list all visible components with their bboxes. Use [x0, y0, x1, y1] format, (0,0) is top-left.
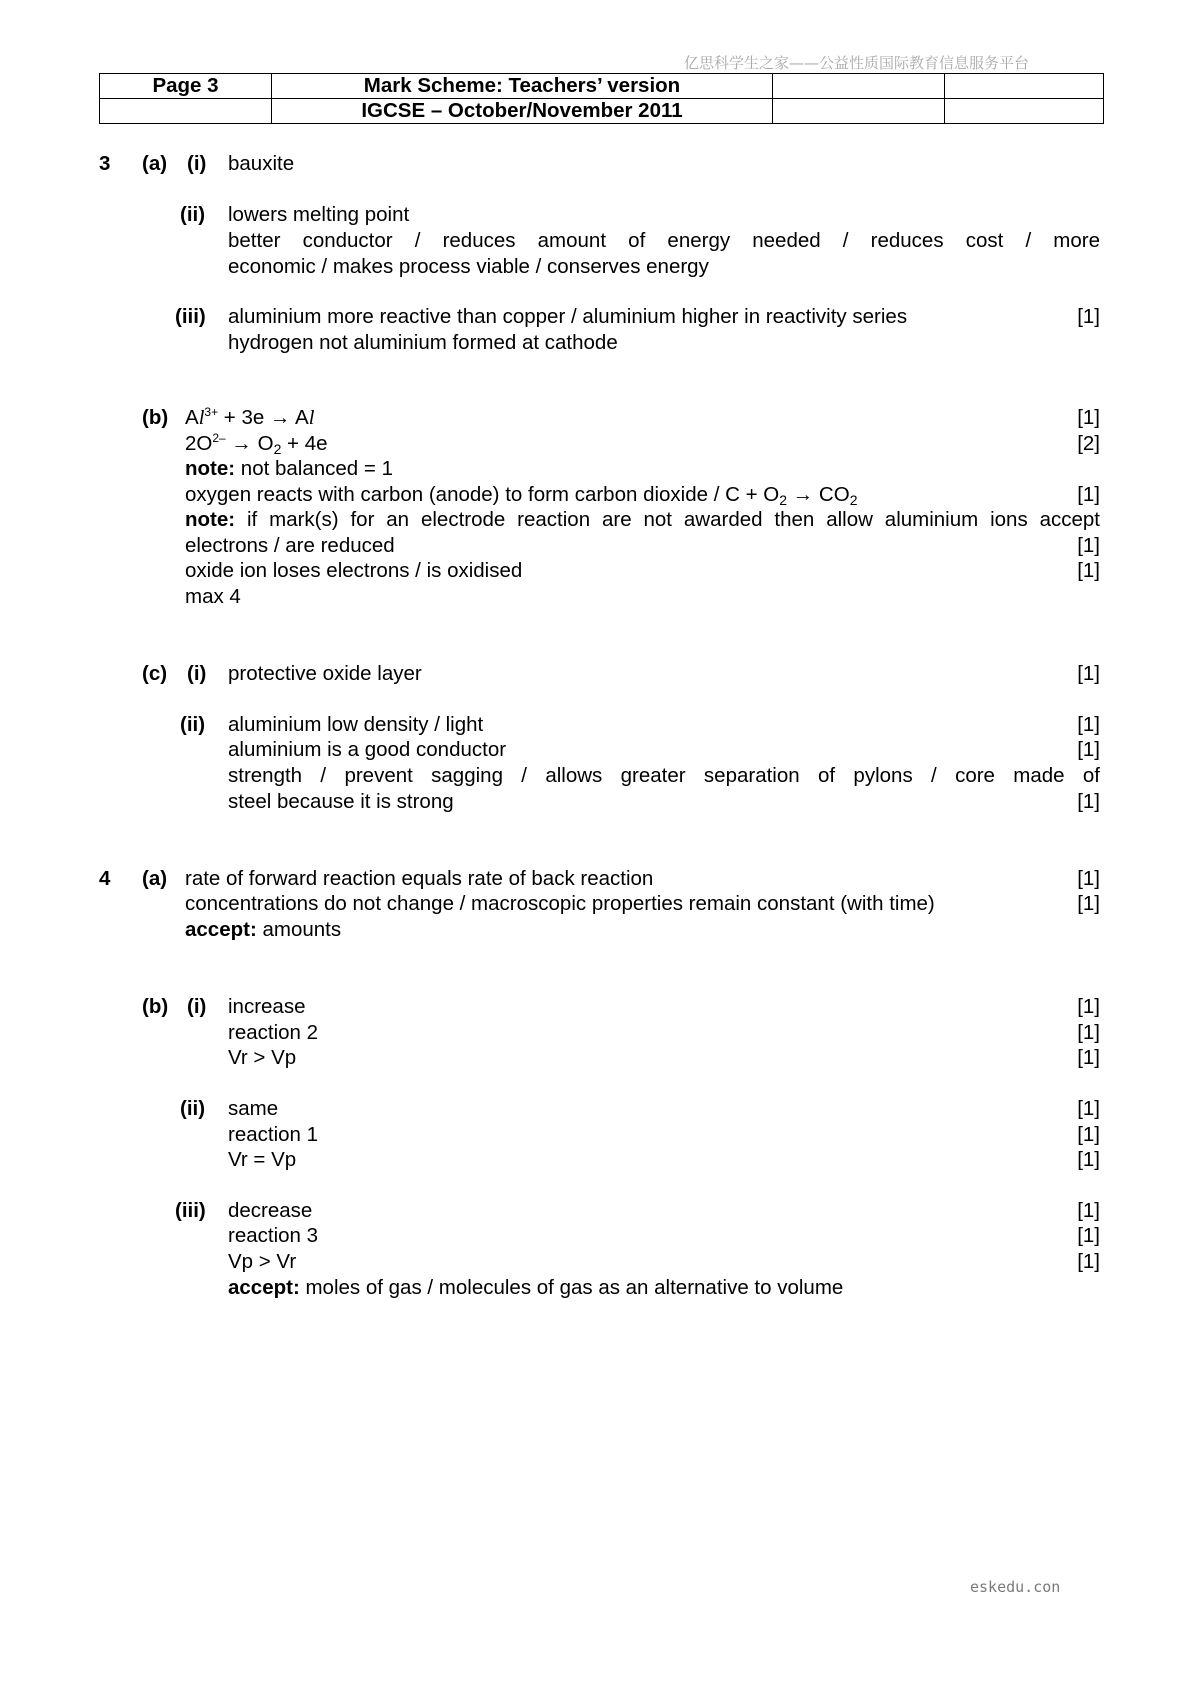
mark-allocation: [1]	[1077, 1021, 1100, 1044]
answer-text: Vr > Vp	[228, 1046, 297, 1069]
mark-allocation: [1]	[1077, 1199, 1100, 1222]
answer-text: Vp > Vr	[228, 1250, 297, 1273]
mark-allocation: [1]	[1077, 1097, 1100, 1120]
answer-text: bauxite	[228, 152, 295, 175]
mark-allocation: [1]	[1077, 738, 1100, 761]
max-mark: max 4	[185, 585, 241, 608]
note: note: not balanced = 1	[185, 457, 393, 480]
answer-text: oxide ion loses electrons / is oxidised	[185, 559, 523, 582]
answer-text: reaction 1	[228, 1123, 319, 1146]
answer-text: reaction 2	[228, 1021, 319, 1044]
question-number: 4	[99, 867, 111, 890]
answer-text: concentrations do not change / macroscopic properties remain constant (with time)	[185, 892, 935, 915]
answer-text: aluminium low density / light	[228, 713, 484, 736]
answer-text: increase	[228, 995, 306, 1018]
note: note: if mark(s) for an electrode reaction are not awarded then allow aluminium ions accept	[185, 508, 1100, 531]
mark-allocation: [1]	[1077, 1224, 1100, 1247]
answer-text: strength / prevent sagging / allows greater separation of pylons / core made of	[228, 764, 1100, 787]
subpart-label: (i)	[187, 995, 207, 1018]
answer-text: rate of forward reaction equals rate of back reaction	[185, 867, 654, 890]
answer-text: economic / makes process viable / conserves energy	[228, 255, 709, 278]
header-table	[99, 73, 1104, 124]
answer-text: aluminium is a good conductor	[228, 738, 507, 761]
subpart-label: (iii)	[175, 1199, 206, 1222]
part-label: (a)	[142, 867, 168, 890]
subpart-label: (ii)	[180, 1097, 206, 1120]
mark-allocation: [1]	[1077, 559, 1100, 582]
header-empty-cell	[100, 99, 272, 124]
mark-allocation: [1]	[1077, 790, 1100, 813]
header-empty-cell	[773, 74, 945, 99]
answer-text: protective oxide layer	[228, 662, 422, 685]
answer-text: lowers melting point	[228, 203, 410, 226]
mark-allocation: [1]	[1077, 305, 1100, 328]
answer-text: reaction 3	[228, 1224, 319, 1247]
syllabus-title: IGCSE – October/November 2011	[272, 99, 773, 124]
mark-allocation: [1]	[1077, 1046, 1100, 1069]
page-number: Page 3	[100, 74, 272, 99]
part-label: (a)	[142, 152, 168, 175]
equation-cathode: $Al^{3+} + 3e \to Al$	[185, 405, 315, 429]
mark-allocation: [1]	[1077, 1148, 1100, 1171]
document-title: Mark Scheme: Teachers’ version	[272, 74, 773, 99]
subpart-label: (ii)	[180, 713, 206, 736]
mark-allocation: [1]	[1077, 483, 1100, 506]
answer-text: decrease	[228, 1199, 313, 1222]
mark-allocation: [1]	[1077, 867, 1100, 890]
part-label: (b)	[142, 406, 169, 429]
header-empty-cell	[945, 99, 1104, 124]
mark-allocation: [1]	[1077, 406, 1100, 429]
answer-text: oxygen reacts with carbon (anode) to form carbon dioxide / $C + O_2 \to CO_2$	[185, 483, 858, 508]
part-label: (c)	[142, 662, 168, 685]
accept-note: accept: moles of gas / molecules of gas as an alternative to volume	[228, 1276, 844, 1299]
footer-watermark: eskedu.con	[970, 1578, 1061, 1596]
accept-note: accept: amounts	[185, 918, 342, 941]
mark-allocation: [1]	[1077, 534, 1100, 557]
mark-allocation: [1]	[1077, 1250, 1100, 1273]
answer-text: electrons / are reduced	[185, 534, 395, 557]
header-empty-cell	[773, 99, 945, 124]
watermark-text: 亿思科学生之家——公益性质国际教育信息服务平台	[684, 54, 1030, 72]
subpart-label: (i)	[187, 152, 207, 175]
header-empty-cell	[945, 74, 1104, 99]
part-label: (b)	[142, 995, 169, 1018]
question-number: 3	[99, 152, 111, 175]
answer-text: same	[228, 1097, 279, 1120]
equation-anode: $2O^{2-} \to O_2 + 4e$	[185, 431, 328, 457]
subpart-label: (i)	[187, 662, 207, 685]
mark-allocation: [1]	[1077, 662, 1100, 685]
mark-allocation: [2]	[1077, 432, 1100, 455]
mark-allocation: [1]	[1077, 713, 1100, 736]
answer-text: steel because it is strong	[228, 790, 454, 813]
answer-text: aluminium more reactive than copper / aluminium higher in reactivity series	[228, 305, 908, 328]
answer-text: better conductor / reduces amount of energy needed / reduces cost / more	[228, 229, 1100, 252]
answer-text: Vr = Vp	[228, 1148, 297, 1171]
mark-allocation: [1]	[1077, 1123, 1100, 1146]
answer-text: hydrogen not aluminium formed at cathode	[228, 331, 618, 354]
mark-allocation: [1]	[1077, 892, 1100, 915]
subpart-label: (iii)	[175, 305, 206, 328]
mark-allocation: [1]	[1077, 995, 1100, 1018]
subpart-label: (ii)	[180, 203, 206, 226]
